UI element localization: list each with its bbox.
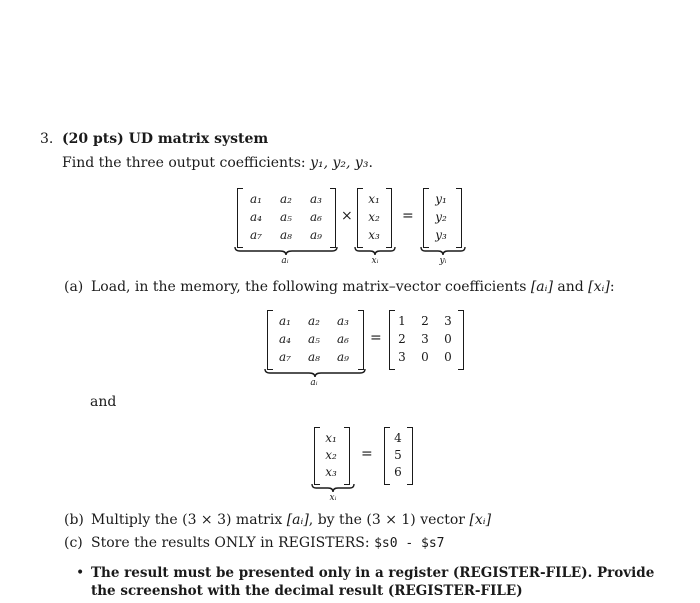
value-cell: 4	[394, 431, 402, 445]
vector-label: xᵢ	[329, 493, 337, 503]
underbrace	[420, 246, 466, 256]
value-cell: 3	[444, 314, 452, 328]
value-cell: 2	[398, 332, 406, 346]
vector-cell: x₁	[325, 431, 337, 445]
vector-cell: y₂	[435, 210, 447, 224]
and-label: and	[90, 394, 117, 410]
underbrace	[311, 483, 355, 493]
bracket-right	[456, 188, 462, 248]
vector-cell: y₃	[435, 228, 447, 242]
matrix-cell: a₉	[337, 350, 349, 364]
bracket-right	[330, 188, 336, 248]
matrix-cell: a₇	[279, 350, 291, 364]
problem-title: (20 pts) UD matrix system	[62, 131, 269, 147]
bullet-icon: •	[76, 565, 85, 581]
vector-label: yᵢ	[439, 256, 447, 266]
times-sign: ×	[341, 208, 353, 224]
matrix-cell: a₄	[279, 332, 291, 346]
matrix-cell: a₁	[250, 192, 262, 206]
vector-cell: x₃	[368, 228, 380, 242]
matrix-cell: a₅	[308, 332, 320, 346]
equals-sign: =	[361, 446, 373, 462]
matrix-cell: a₈	[280, 228, 292, 242]
value-cell: 2	[421, 314, 429, 328]
part-c-label: (c)	[64, 535, 83, 551]
value-cell: 3	[421, 332, 429, 346]
underbrace	[354, 246, 396, 256]
vector-cell: x₂	[368, 210, 380, 224]
matrix-label: aᵢ	[281, 256, 289, 266]
matrix-label: aᵢ	[310, 378, 318, 388]
part-b-text: Multiply the (3 × 3) matrix [aᵢ], by the (3 × 1) vector [xᵢ]	[91, 512, 492, 528]
matrix-cell: a₆	[310, 210, 322, 224]
vector-cell: x₃	[325, 465, 337, 479]
problem-intro: Find the three output coefficients: y₁, y₂, y₃.	[62, 155, 373, 171]
equals-sign: =	[402, 208, 414, 224]
matrix-cell: a₃	[310, 192, 322, 206]
bracket-right	[386, 188, 392, 248]
vector-label: xᵢ	[371, 256, 379, 266]
value-cell: 5	[394, 448, 402, 462]
matrix-cell: a₈	[308, 350, 320, 364]
matrix-cell: a₅	[280, 210, 292, 224]
value-cell: 3	[398, 350, 406, 364]
bracket-right	[407, 427, 413, 485]
value-cell: 0	[444, 350, 452, 364]
vector-cell: y₁	[435, 192, 447, 206]
problem-number: 3.	[40, 131, 54, 147]
part-b-label: (b)	[64, 512, 84, 528]
equals-sign: =	[370, 330, 382, 346]
value-cell: 6	[394, 465, 402, 479]
value-cell: 0	[421, 350, 429, 364]
matrix-cell: a₂	[308, 314, 320, 328]
underbrace	[234, 246, 338, 256]
underbrace	[264, 368, 366, 378]
matrix-cell: a₉	[310, 228, 322, 242]
part-a-text: Load, in the memory, the following matrix–vector coefficients [aᵢ] and [xᵢ]:	[91, 279, 615, 295]
vector-cell: x₁	[368, 192, 380, 206]
value-cell: 1	[398, 314, 406, 328]
matrix-cell: a₂	[280, 192, 292, 206]
part-a-label: (a)	[64, 279, 84, 295]
vector-cell: x₂	[325, 448, 337, 462]
matrix-cell: a₆	[337, 332, 349, 346]
value-cell: 0	[444, 332, 452, 346]
part-c-text: Store the results ONLY in REGISTERS: $s0 - $s7	[91, 535, 445, 551]
bracket-right	[458, 310, 464, 370]
note-line-2: the screenshot with the decimal result (REGISTER-FILE)	[91, 583, 523, 599]
bracket-right	[344, 427, 350, 485]
matrix-cell: a₄	[250, 210, 262, 224]
bracket-right	[358, 310, 364, 370]
matrix-cell: a₇	[250, 228, 262, 242]
note-line-1: The result must be presented only in a register (REGISTER-FILE). Provide	[91, 565, 655, 581]
matrix-cell: a₃	[337, 314, 349, 328]
matrix-cell: a₁	[279, 314, 291, 328]
